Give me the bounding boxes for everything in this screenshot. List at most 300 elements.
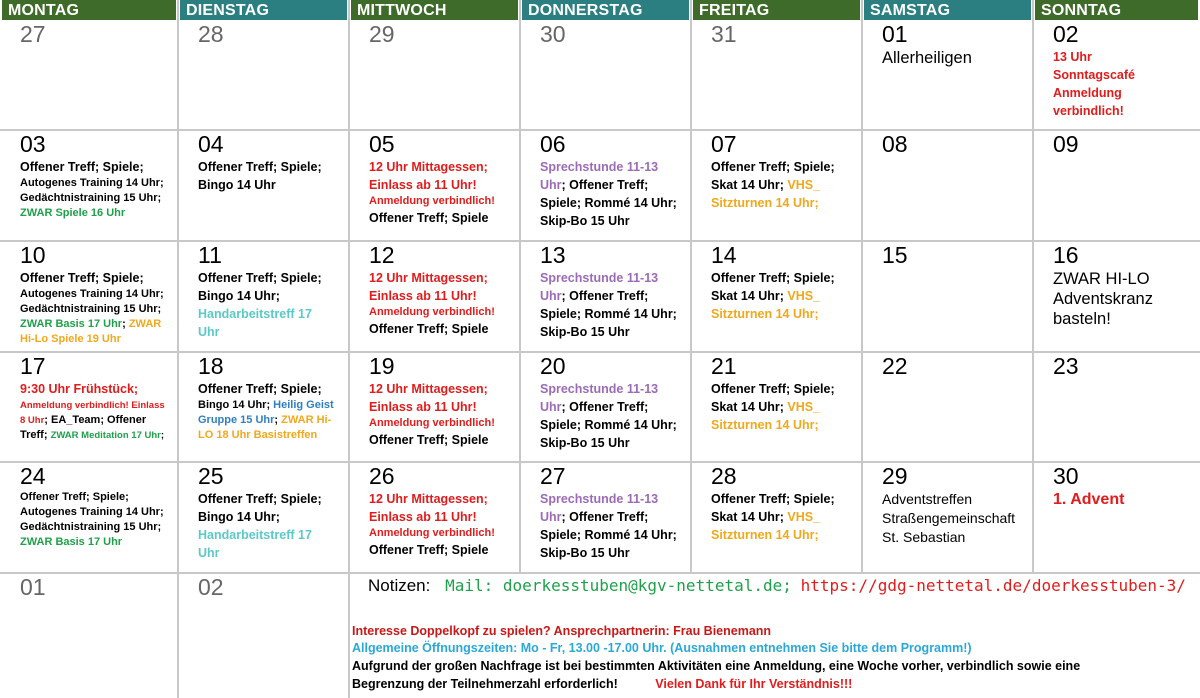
event-line [198,176,349,194]
event-line [540,380,691,398]
event-line [369,526,520,541]
event-line [1053,84,1200,102]
event-line [198,287,349,305]
event-text: Offener Treff; Spiele [369,322,489,336]
event-line [540,269,691,287]
event-line [198,413,349,428]
event-line [198,398,349,413]
event-text: Spiele; Rommé 14 Uhr; [540,307,677,321]
notes-url[interactable]: https://gdg-nettetal.de/doerkesstuben-3/ [800,576,1186,595]
event-text: basteln! [1053,310,1111,328]
event-text: Uhr [540,289,562,303]
event-line [540,544,691,562]
day-cell [691,20,862,130]
day-number: 14 [711,242,737,268]
day-cell [691,241,862,352]
event-line [540,416,691,434]
notes-notice-1: Aufgrund der großen Nachfrage ist bei bestimmten Aktivitäten eine Anmeldung, eine Woche vorher, verbindlich sowie eine [352,659,1081,673]
event-line [198,380,349,398]
day-cell [0,573,178,698]
day-number: 01 [882,21,908,47]
event-line [369,541,520,559]
day-events [711,380,862,434]
event-text: Gedächtnistraining 15 Uhr; [20,192,162,204]
event-text: Skip-Bo 15 Uhr [540,325,630,339]
event-line [20,520,178,535]
day-number: 25 [198,463,224,489]
weekday-header-montag: MONTAG [2,0,176,20]
event-text: 9:30 Uhr Frühstück; [20,382,139,396]
day-number: 16 [1053,242,1079,268]
event-line [1053,289,1200,309]
day-number: 28 [711,463,737,489]
notes-label: Notizen: [368,576,431,595]
event-text: Bingo 14 Uhr [198,178,276,192]
event-text: Spiele; Rommé 14 Uhr; [540,528,677,542]
day-events [369,380,520,449]
event-line [198,305,349,323]
event-line [711,305,862,323]
event-text: Offener Treff; Spiele; [198,271,322,285]
event-text: Sprechstunde 11-13 [540,160,659,174]
day-cell [178,352,349,462]
event-text: ; [122,318,129,330]
weekday-header-samstag: SAMSTAG [864,0,1031,20]
day-events [369,490,520,559]
event-line [369,490,520,508]
event-line [198,158,349,176]
event-text: Adventstreffen [882,491,973,507]
day-events [1053,48,1200,120]
event-text: Skat 14 Uhr; [711,510,788,524]
event-line [1053,48,1200,66]
day-cell [349,241,520,352]
event-text: Gruppe 15 Uhr [198,414,275,426]
notes-thanks: Vielen Dank für Ihr Verständnis!!! [655,677,853,691]
event-text: ZWAR Basis 17 Uhr [20,318,123,330]
day-cell [862,130,1033,241]
day-cell [178,462,349,573]
event-line [198,508,349,526]
event-line [711,416,862,434]
weekday-header-dienstag: DIENSTAG [180,0,347,20]
event-line [369,176,520,194]
event-text: Autogenes Training 14 Uhr; [20,288,164,300]
day-cell [178,241,349,352]
event-text: Offener Treff; Spiele; [711,160,835,174]
event-line [369,380,520,398]
event-text: VHS_ [787,510,821,524]
day-events [882,48,1033,68]
day-events [711,158,862,212]
event-text: Uhr [198,325,220,339]
day-cell [0,352,178,462]
event-line [20,535,178,550]
event-line [1053,490,1200,510]
day-events [198,490,349,562]
event-line [20,191,178,206]
day-number: 27 [540,463,566,489]
notes-hours: Allgemeine Öffnungszeiten: Mo - Fr, 13.00 -17.00 Uhr. (Ausnahmen entnehmen Sie bitte dem Programm!) [352,641,972,655]
event-line [198,428,349,443]
day-number: 24 [20,463,46,489]
day-number: 07 [711,131,737,157]
day-number: 31 [711,21,737,47]
event-text: ; [274,414,282,426]
event-text: Bingo 14 Uhr; [198,510,280,524]
day-cell [862,241,1033,352]
event-text: Handarbeitstreff 17 [198,528,312,542]
event-text: Einlass ab 11 Uhr! [369,510,477,524]
event-line [711,269,862,287]
weekday-header-sonntag: SONNTAG [1035,0,1198,20]
event-text: VHS_ [787,400,821,414]
event-line [882,48,1033,68]
event-line [882,509,1033,528]
event-line [540,398,691,416]
day-number: 11 [198,242,222,268]
day-number: 08 [882,131,908,157]
event-line [1053,102,1200,120]
notes-notice-2 [352,677,852,691]
day-number: 02 [1053,21,1079,47]
day-number: 21 [711,353,737,379]
event-text: Heilig Geist [273,399,334,411]
event-text: Offener Treff; Spiele; [711,492,835,506]
event-line [711,526,862,544]
day-events [369,269,520,338]
event-line [369,194,520,209]
event-line [540,305,691,323]
day-number: 12 [369,242,395,268]
event-line [20,287,178,302]
event-text: Sprechstunde 11-13 [540,382,659,396]
event-line [711,508,862,526]
event-text: Anmeldung verbindlich! Einlass [20,400,165,411]
event-text: 13 Uhr [1053,50,1092,64]
event-text: 1. Advent [1053,491,1125,508]
event-line [20,176,178,191]
day-events [1053,490,1200,510]
event-line [369,287,520,305]
weekday-header-donnerstag: DONNERSTAG [522,0,689,20]
event-line [369,305,520,320]
event-text: ; Offener Treff; [561,289,649,303]
day-cell [691,352,862,462]
event-text: Skat 14 Uhr; [711,400,788,414]
day-number: 05 [369,131,395,157]
event-text: verbindlich! [1053,104,1124,118]
event-line [1053,269,1200,289]
event-text: VHS_ [787,178,821,192]
day-events [540,158,691,230]
event-text: Anmeldung verbindlich! [369,306,495,318]
day-events [20,490,178,550]
event-line [540,212,691,230]
event-text: Gedächtnistraining 15 Uhr; [20,521,162,533]
event-line [20,332,178,347]
event-line [540,176,691,194]
day-cell [520,130,691,241]
event-line [20,413,178,428]
event-text: ; Offener Treff; [561,510,649,524]
event-text: Uhr [540,510,562,524]
day-cell [1033,462,1200,573]
event-text: Anmeldung [1053,86,1122,100]
event-text: 12 Uhr Mittagessen; [369,160,488,174]
event-text: Allerheiligen [882,49,972,67]
day-number: 23 [1053,353,1079,379]
event-line [369,398,520,416]
day-cell [178,20,349,130]
day-number: 30 [540,21,566,47]
event-text: 12 Uhr Mittagessen; [369,382,488,396]
day-number: 01 [20,574,46,600]
event-line [1053,309,1200,329]
event-text: Offener Treff; Spiele; [711,271,835,285]
event-text: ZWAR Spiele 16 Uhr [20,207,126,219]
event-text: Offener Treff; Spiele [369,543,489,557]
event-line [711,490,862,508]
event-text: Offener Treff; Spiele; [20,271,144,285]
event-text: Sprechstunde 11-13 [540,271,659,285]
event-line [369,209,520,227]
event-line [540,158,691,176]
day-events [711,269,862,323]
day-number: 06 [540,131,566,157]
event-line [711,380,862,398]
event-line [540,508,691,526]
event-line [1053,66,1200,84]
event-text: Bingo 14 Uhr; [198,399,274,411]
event-text: LO 18 Uhr Basistreffen [198,429,318,441]
day-cell [520,241,691,352]
day-events [20,158,178,221]
event-line [20,317,178,332]
event-text: Autogenes Training 14 Uhr; [20,177,164,189]
event-text: Uhr [198,546,220,560]
event-line [198,490,349,508]
day-number: 09 [1053,131,1079,157]
event-text: Sitzturnen 14 Uhr; [711,528,819,542]
event-text: ; Offener Treff; [561,178,649,192]
event-line [198,544,349,562]
notes-mail[interactable]: Mail: doerkesstuben@kgv-nettetal.de; [445,576,792,595]
event-line [711,176,862,194]
event-line [20,428,178,443]
day-number: 13 [540,242,566,268]
day-number: 26 [369,463,395,489]
event-text: Bingo 14 Uhr; [198,289,280,303]
notes-notice-2-text: Begrenzung der Teilnehmerzahl erforderlich! [352,677,618,691]
day-cell [520,462,691,573]
day-events [198,158,349,194]
weekday-header-freitag: FREITAG [693,0,860,20]
event-line [540,194,691,212]
day-number: 18 [198,353,224,379]
event-text: Offener Treff; Spiele; [20,160,144,174]
notes-header [368,576,1186,596]
day-events [198,380,349,443]
event-text: 8 Uhr [20,415,45,426]
event-text: Gedächtnistraining 15 Uhr; [20,303,162,315]
day-cell [0,462,178,573]
notes-section [352,572,1198,698]
day-events [540,490,691,562]
day-cell [862,462,1033,573]
event-text: Spiele; Rommé 14 Uhr; [540,418,677,432]
day-cell [862,20,1033,130]
event-text: Offener Treff; Spiele; [198,492,322,506]
day-cell [349,352,520,462]
event-text: Hi-Lo Spiele 19 Uhr [20,333,121,345]
day-events [711,490,862,544]
event-line [369,269,520,287]
day-number: 22 [882,353,908,379]
event-text: ZWAR HI-LO [1053,270,1150,288]
day-number: 10 [20,242,46,268]
event-text: Uhr [540,178,562,192]
day-cell [520,352,691,462]
event-line [540,434,691,452]
day-number: 19 [369,353,395,379]
day-number: 20 [540,353,566,379]
day-number: 30 [1053,463,1079,489]
event-text: Einlass ab 11 Uhr! [369,289,477,303]
event-text: ZWAR Meditation 17 Uhr [50,430,161,441]
event-text: Skat 14 Uhr; [711,178,788,192]
event-text: Offener Treff; Spiele; [711,382,835,396]
day-events [369,158,520,227]
event-text: Adventskranz [1053,290,1153,308]
event-text: 12 Uhr Mittagessen; [369,492,488,506]
event-text: ZWAR [128,318,162,330]
event-text: Skat 14 Uhr; [711,289,788,303]
day-number: 29 [369,21,395,47]
event-text: Uhr [540,400,562,414]
event-line [20,302,178,317]
event-text: Skip-Bo 15 Uhr [540,546,630,560]
event-text: Einlass ab 11 Uhr! [369,178,477,192]
event-line [711,398,862,416]
event-text: Offener Treff; Spiele [369,433,489,447]
event-text: Anmeldung verbindlich! [369,195,495,207]
day-cell [862,352,1033,462]
day-cell [349,20,520,130]
day-events [882,490,1033,547]
day-events [20,269,178,347]
event-text: ; [160,430,165,441]
day-number: 29 [882,463,908,489]
event-text: Skip-Bo 15 Uhr [540,436,630,450]
event-text: Sonntagscafé [1053,68,1135,82]
event-text: Sprechstunde 11-13 [540,492,659,506]
event-text: Anmeldung verbindlich! [369,527,495,539]
event-line [20,490,178,505]
event-text: Offener Treff; Spiele; [198,382,322,396]
day-events [540,380,691,452]
event-line [540,287,691,305]
event-line [20,398,178,413]
day-cell [691,462,862,573]
day-cell [0,20,178,130]
event-text: ; EA_Team; Offener [44,414,147,426]
event-text: Offener Treff; Spiele; [20,491,129,503]
day-cell [349,130,520,241]
day-cell [520,20,691,130]
event-text: Straßengemeinschaft [882,510,1016,526]
event-line [711,287,862,305]
event-text: 12 Uhr Mittagessen; [369,271,488,285]
event-line [20,269,178,287]
day-number: 15 [882,242,908,268]
event-line [20,505,178,520]
day-number: 17 [20,353,46,379]
event-text: Sitzturnen 14 Uhr; [711,307,819,321]
day-events [20,380,178,443]
notes-doppelkopf: Interesse Doppelkopf zu spielen? Ansprechpartnerin: Frau Bienemann [352,624,772,638]
event-text: Sitzturnen 14 Uhr; [711,196,819,210]
day-cell [691,130,862,241]
event-line [20,206,178,221]
event-line [540,526,691,544]
event-line [369,320,520,338]
weekday-header-mittwoch: MITTWOCH [351,0,518,20]
event-text: ZWAR Hi- [281,414,332,426]
event-text: St. Sebastian [882,529,966,545]
event-line [882,528,1033,547]
day-cell [349,462,520,573]
event-line [369,416,520,431]
event-text: Anmeldung verbindlich! [369,417,495,429]
event-line [369,431,520,449]
day-events [540,269,691,341]
event-text: VHS_ [787,289,821,303]
event-text: Offener Treff; Spiele; [198,160,322,174]
event-text: Spiele; Rommé 14 Uhr; [540,196,677,210]
day-cell [1033,352,1200,462]
event-text: Sitzturnen 14 Uhr; [711,418,819,432]
day-number: 28 [198,21,224,47]
event-line [198,269,349,287]
day-number: 04 [198,131,224,157]
day-cell [0,241,178,352]
event-line [540,323,691,341]
event-line [198,526,349,544]
event-text: Autogenes Training 14 Uhr; [20,506,164,518]
day-number: 03 [20,131,46,157]
day-cell [178,130,349,241]
event-text: Offener Treff; Spiele [369,211,489,225]
day-cell [1033,130,1200,241]
day-number: 27 [20,21,46,47]
event-text: Skip-Bo 15 Uhr [540,214,630,228]
day-cell [0,130,178,241]
event-line [711,158,862,176]
event-text: Einlass ab 11 Uhr! [369,400,477,414]
event-line [369,508,520,526]
event-line [882,490,1033,509]
event-line [198,323,349,341]
day-cell [1033,241,1200,352]
event-text: ; Offener Treff; [561,400,649,414]
event-line [20,158,178,176]
event-line [711,194,862,212]
day-cell [1033,20,1200,130]
event-line [20,380,178,398]
event-line [540,490,691,508]
day-events [198,269,349,341]
